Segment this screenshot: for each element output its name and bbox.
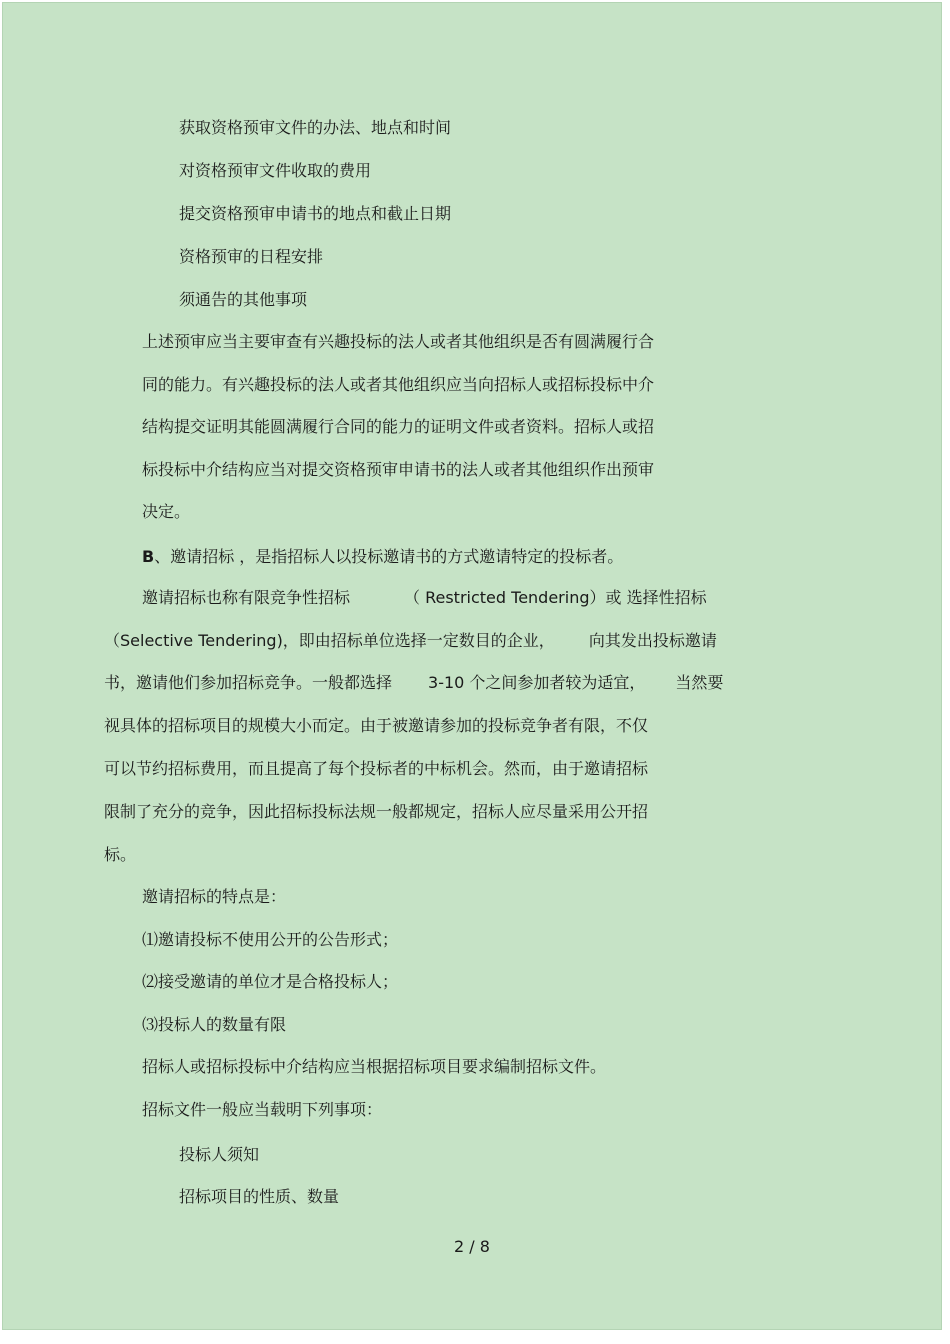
paragraph-line: 标投标中介结构应当对提交资格预审申请书的法人或者其他组织作出预审 <box>142 460 655 479</box>
list-item: ⑴邀请投标不使用公开的公告形式； <box>142 930 399 949</box>
document-page <box>2 2 942 1330</box>
paragraph-line: 标。 <box>104 845 137 864</box>
paragraph-line <box>104 631 717 651</box>
paragraph-line: 上述预审应当主要审查有兴趣投标的法人或者其他组织是否有圆满履行合 <box>142 332 655 351</box>
list-item: 招标项目的性质、数量 <box>179 1187 340 1206</box>
paragraph-line: 决定。 <box>142 502 191 521</box>
section-label: B <box>142 547 155 566</box>
paragraph-line: 同的能力。有兴趣投标的法人或者其他组织应当向招标人或招标投标中介 <box>142 375 655 394</box>
page-number: 2 / 8 <box>454 1237 490 1256</box>
paragraph-line: 视具体的招标项目的规模大小而定。由于被邀请参加的投标竞争者有限，不仅 <box>104 716 649 735</box>
text-line: 须通告的其他事项 <box>179 290 308 309</box>
section-heading-text: 、邀请招标 ，是指招标人以投标邀请书的方式邀请特定的投标者。 <box>154 547 624 566</box>
paragraph-line <box>104 673 723 693</box>
list-item: ⑵接受邀请的单位才是合格投标人； <box>142 972 399 991</box>
text-segment: 向其发出投标邀请 <box>588 631 717 650</box>
paragraph-line: 可以节约招标费用，而且提高了每个投标者的中标机会。然而，由于邀请招标 <box>104 759 649 778</box>
text-segment: （ Restricted Tendering）或 选择性招标 <box>404 588 707 607</box>
paragraph-line: 招标文件一般应当载明下列事项： <box>142 1100 383 1119</box>
text-segment: （Selective Tendering)，即由招标单位选择一定数目的企业， <box>104 631 555 650</box>
text-segment: 书，邀请他们参加招标竞争。一般都选择 <box>104 673 393 692</box>
text-line: 提交资格预审申请书的地点和截止日期 <box>179 204 452 223</box>
text-line: 资格预审的日程安排 <box>179 247 324 266</box>
list-item: 投标人须知 <box>179 1145 260 1164</box>
text-segment: 当然要 <box>675 673 724 692</box>
text-line: 获取资格预审文件的办法、地点和时间 <box>179 118 452 137</box>
paragraph-line: 限制了充分的竞争，因此招标投标法规一般都规定，招标人应尽量采用公开招 <box>104 802 649 821</box>
text-segment: 邀请招标也称有限竞争性招标 <box>142 588 351 607</box>
text-segment: 3-10 个之间参加者较为适宜， <box>428 673 646 692</box>
section-heading <box>142 547 623 567</box>
features-title: 邀请招标的特点是： <box>142 887 287 906</box>
text-line: 对资格预审文件收取的费用 <box>179 161 372 180</box>
paragraph-line: 招标人或招标投标中介结构应当根据招标项目要求编制招标文件。 <box>142 1057 607 1076</box>
list-item: ⑶投标人的数量有限 <box>142 1015 287 1034</box>
paragraph-line <box>142 588 707 608</box>
paragraph-line: 结构提交证明其能圆满履行合同的能力的证明文件或者资料。招标人或招 <box>142 417 655 436</box>
